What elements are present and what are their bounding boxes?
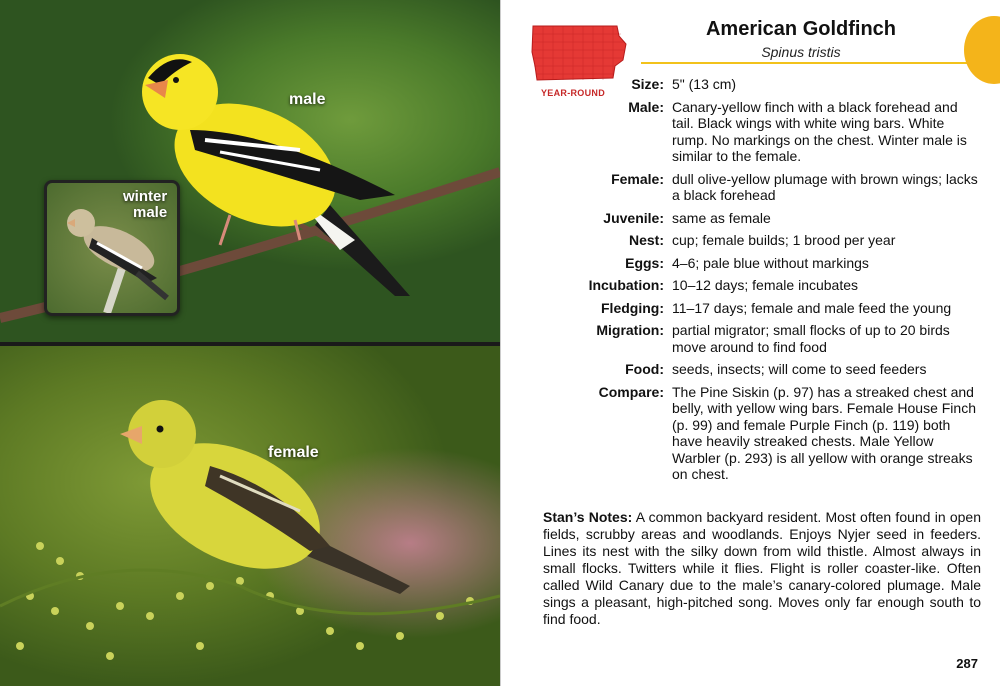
fact-row (541, 210, 981, 227)
scientific-name: Spinus tristis (761, 44, 841, 60)
fact-key: Female: (611, 170, 664, 187)
fact-value: same as female (672, 209, 771, 226)
winter-label-line2: male (133, 204, 168, 221)
fact-value: partial migrator; small flocks of up to 20 birds move around to find food (672, 322, 950, 355)
fact-value: The Pine Siskin (p. 97) has a streaked chest and belly, with yellow wing bars. Female House Finch (p. 99) and female Purple Finch (p. 119) both have heavily streaked chests. Male Yellow Warbler (p. 293) is all yellow with orange streaks on chest. (672, 383, 976, 482)
winter-male-label (119, 189, 167, 221)
fact-row (541, 171, 981, 204)
notes-text: A common backyard resident. Most often found in open fields, scrubby areas and woodlands. Enjoys Nyjer seed in feeders. Lines its nest with the silky down from wild thistle. Almost always in small flocks. Twitters while it flies. Flight is roller coaster-like. Often called Wild Canary due to the male’s canary-colored plumage. Male sings a pleasant, high-pitched song. Moves only far enough south to find food. (543, 509, 981, 627)
fact-row (541, 300, 981, 317)
fact-key: Migration: (596, 322, 664, 338)
text-page (500, 0, 1000, 686)
facts-list (541, 76, 981, 489)
title-rule (641, 62, 971, 64)
female-photo (0, 346, 500, 686)
page-number: 287 (956, 656, 978, 671)
fact-key: Fledging: (601, 299, 664, 316)
female-label: female (268, 444, 319, 461)
fact-value: dull olive-yellow plumage with brown wings; lacks a black forehead (672, 170, 978, 203)
fact-row (541, 99, 981, 165)
fact-row (541, 232, 981, 249)
fact-key: Compare: (598, 383, 664, 400)
fact-value: seeds, insects; will come to seed feeders (672, 361, 927, 377)
fact-key: Juvenile: (603, 209, 664, 226)
fact-value: 5" (13 cm) (672, 76, 737, 92)
fact-key: Nest: (628, 232, 664, 248)
fact-key: Food: (625, 361, 664, 377)
range-label: YEAR-ROUND (541, 88, 606, 98)
fact-row (541, 277, 981, 294)
title-block (641, 18, 961, 60)
fact-key: Size: (631, 76, 664, 92)
stans-notes (543, 509, 981, 628)
fact-row (541, 384, 981, 483)
page-title: American Goldfinch (705, 18, 897, 40)
winter-label-line1: winter (123, 188, 168, 205)
notes-label: Stan’s Notes: (543, 509, 633, 525)
winter-male-inset (44, 180, 180, 316)
fact-value: Canary-yellow finch with a black forehead and tail. Black wings with white wing bars. White rump. No markings on the chest. Winter male is similar to the female. (672, 98, 967, 164)
fact-key: Male: (628, 98, 664, 115)
fact-row (541, 361, 981, 378)
fact-value: cup; female builds; 1 brood per year (672, 232, 896, 248)
fact-value: 11–17 days; female and male feed the young (672, 299, 952, 316)
fact-value: 4–6; pale blue without markings (672, 254, 869, 271)
female-goldfinch-illustration (0, 346, 500, 686)
fact-key: Eggs: (625, 254, 664, 271)
male-label: male (289, 91, 326, 108)
fact-row (541, 76, 981, 93)
fact-value: 10–12 days; female incubates (672, 277, 859, 293)
color-tab (964, 16, 1000, 84)
fact-row (541, 255, 981, 272)
fact-key: Incubation: (588, 277, 664, 293)
fact-row (541, 322, 981, 355)
